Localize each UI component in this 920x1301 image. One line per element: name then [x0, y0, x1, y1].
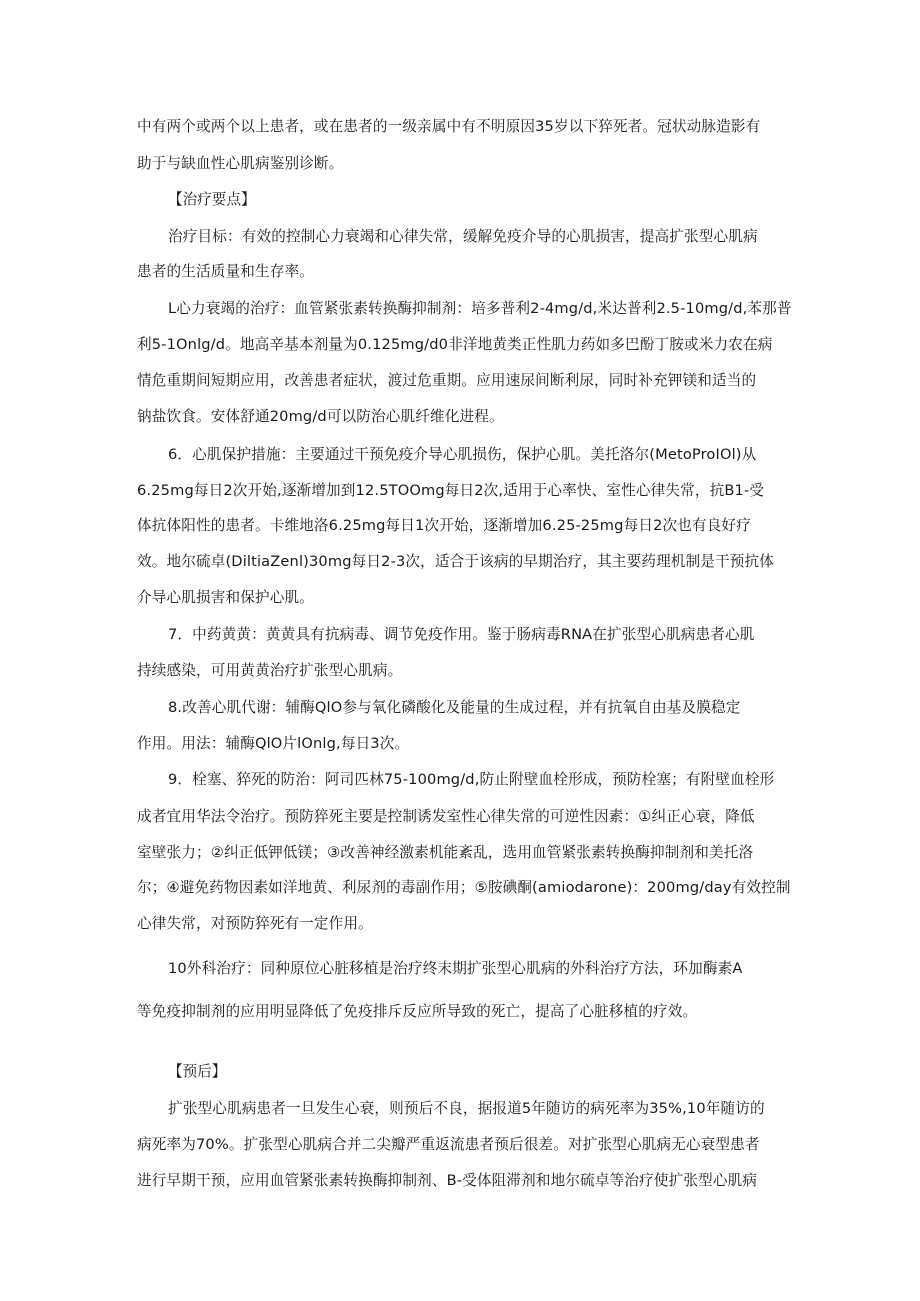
prognosis-heading: 【预后】: [168, 1063, 227, 1080]
surgery-line-2: 等免疫抑制剂的应用明显降低了免疫排斥反应所导致的死亡，提高了心脏移植的疗效。: [137, 1003, 698, 1020]
embolism-line-3: 室壁张力；②纠正低钾低镁；③改善神经激素机能紊乱，选用血管紧张素转换酶抑制剂和美托洛: [137, 844, 754, 861]
prognosis-line-1: 扩张型心肌病患者一旦发生心衰，则预后不良，据报道5年随访的病死率为35%,10年随访的: [168, 1100, 765, 1117]
heart-failure-line-1: L心力衰竭的治疗：血管紧张素转换酶抑制剂：培多普利2-4mg∕d,米达普利2.5-10mg∕d,苯那普: [168, 300, 792, 317]
metabolism-line-1: 8.改善心肌代谢：辅酶QlO参与氧化磷酸化及能量的生成过程，并有抗氧自由基及膜稳定: [168, 699, 741, 716]
heart-failure-line-3: 情危重期间短期应用，改善患者症状，渡过危重期。应用速尿间断利尿，同时补充钾镁和适当的: [137, 372, 757, 389]
embolism-line-4: 尔；④避免药物因素如洋地黄、利尿剂的毒副作用；⑤胺碘酮(amiodarone)：200mg∕day有效控制: [137, 879, 791, 896]
myocardial-protection-line-3: 体抗体阳性的患者。卡维地洛6.25mg每日1次开始，逐渐增加6.25-25mg每日2次也有良好疗: [137, 517, 751, 534]
prognosis-line-2: 病死率为70%。扩张型心肌病合并二尖瓣严重返流患者预后很差。对扩张型心肌病无心衰型患者: [137, 1136, 760, 1153]
astragalus-line-2: 持续感染，可用黄黄治疗扩张型心肌病。: [137, 662, 403, 679]
embolism-line-5: 心律失常，对预防猝死有一定作用。: [137, 915, 373, 932]
treatment-goal-line-1: 治疗目标：有效的控制心力衰竭和心律失常，缓解免疫介导的心肌损害，提高扩张型心肌病: [168, 228, 758, 245]
heart-failure-line-2: 利5-1Onlg/d。地高辛基本剂量为0.125mg∕d0非洋地黄类正性肌力药如多巴酚丁胺或米力农在病: [137, 336, 773, 353]
intro-line-1: 中有两个或两个以上患者，或在患者的一级亲属中有不明原因35岁以下猝死者。冠状动脉造影有: [137, 118, 761, 135]
embolism-line-1: 9．栓塞、猝死的防治：阿司匹林75-100mg∕d,防止附壁血栓形成，预防栓塞；有附壁血栓形: [168, 771, 775, 788]
surgery-line-1: 10外科治疗：同种原位心脏移植是治疗终末期扩张型心肌病的外科治疗方法，环加酶素A: [168, 960, 743, 977]
intro-line-2: 助于与缺血性心肌病鉴别诊断。: [137, 155, 344, 172]
embolism-line-2: 成者宜用华法令治疗。预防猝死主要是控制诱发室性心律失常的可逆性因素：①纠正心衰，降低: [137, 808, 755, 825]
astragalus-line-1: 7．中药黄黄：黄黄具有抗病毒、调节免疫作用。鉴于肠病毒RNA在扩张型心肌病患者心肌: [168, 626, 755, 643]
heart-failure-line-4: 钠盐饮食。安体舒通20mg∕d可以防治心肌纤维化进程。: [137, 408, 504, 425]
myocardial-protection-line-4: 效。地尔硫卓(DiltiaZenl)30mg每日2-3次，适合于该病的早期治疗，其主要药理机制是干预抗体: [137, 553, 775, 570]
myocardial-protection-line-1: 6．心肌保护措施：主要通过干预免疫介导心肌损伤，保护心肌。美托洛尔(MetoProIOl)从: [168, 446, 757, 463]
myocardial-protection-line-5: 介导心肌损害和保护心肌。: [137, 589, 314, 606]
myocardial-protection-line-2: 6.25mg每日2次开始,逐渐增加到12.5TOOmg每日2次,适用于心率快、室性心律失常，抗B1-受: [137, 482, 765, 499]
metabolism-line-2: 作用。用法：辅酶QlO片lOnlg,每日3次。: [137, 735, 410, 752]
treatment-goal-line-2: 患者的生活质量和生存率。: [137, 263, 314, 280]
prognosis-line-3: 进行早期干预，应用血管紧张素转换酶抑制剂、B-受体阻滞剂和地尔硫卓等治疗使扩张型心肌病: [137, 1172, 758, 1189]
treatment-heading: 【治疗要点】: [168, 191, 256, 208]
